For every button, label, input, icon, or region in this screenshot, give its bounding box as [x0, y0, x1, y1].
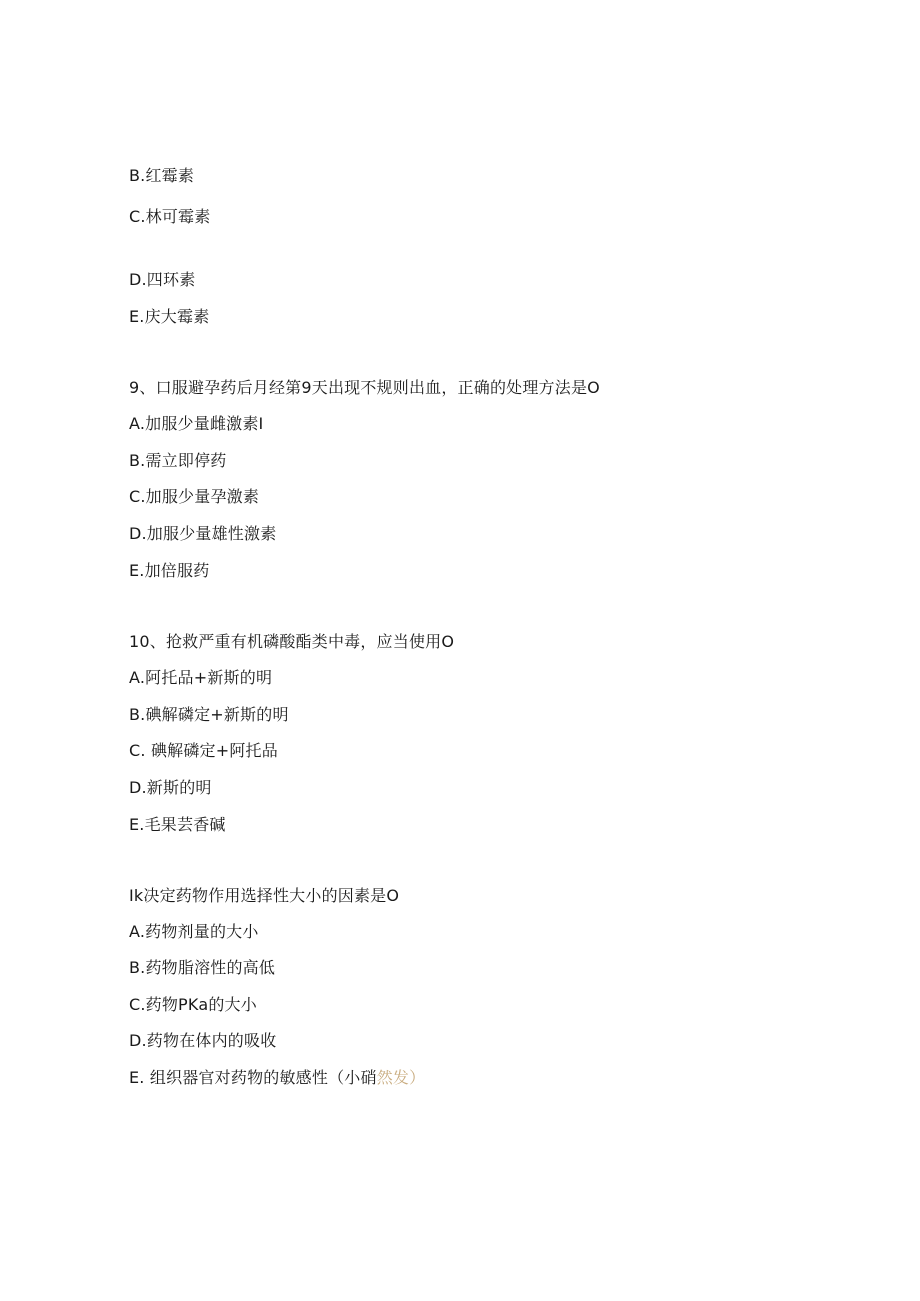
q8-option-c: C.林可霉素 [129, 207, 211, 226]
q10-question: 10、抢救严重有机磷酸酯类中毒，应当使用O [129, 632, 455, 651]
q9-option-e: E.加倍服药 [129, 561, 210, 580]
q11-option-b: B.药物脂溶性的高低 [129, 958, 276, 977]
q10-option-d: D.新斯的明 [129, 778, 212, 797]
q8-option-b: B.红霉素 [129, 166, 195, 185]
q11-option-e-text: E. 组织器官对药物的敏感性（小硝 [129, 1068, 377, 1087]
q10-option-b: B.碘解磷定+新斯的明 [129, 705, 289, 724]
q11-option-e [129, 1068, 425, 1088]
q11-question: Ik决定药物作用选择性大小的因素是O [129, 886, 400, 905]
q10-option-e: E.毛果芸香碱 [129, 815, 226, 834]
q9-option-a: A.加服少量雌激素I [129, 414, 264, 433]
q10-option-a: A.阿托品+新斯的明 [129, 668, 273, 687]
q11-option-a: A.药物剂量的大小 [129, 922, 259, 941]
q9-question: 9、口服避孕药后月经第9天出现不规则出血，正确的处理方法是O [129, 378, 600, 397]
q11-option-e-faded-text: 然发） [376, 1068, 426, 1087]
q9-option-c: C.加服少量孕激素 [129, 487, 260, 506]
q9-option-d: D.加服少量雄性激素 [129, 524, 277, 543]
q10-option-c: C. 碘解磷定+阿托品 [129, 741, 278, 760]
q11-option-c: C.药物PKa的大小 [129, 995, 257, 1014]
q8-option-e: E.庆大霉素 [129, 307, 210, 326]
q11-option-d: D.药物在体内的吸收 [129, 1031, 277, 1050]
q8-option-d: D.四环素 [129, 270, 196, 289]
q9-option-b: B.需立即停药 [129, 451, 227, 470]
